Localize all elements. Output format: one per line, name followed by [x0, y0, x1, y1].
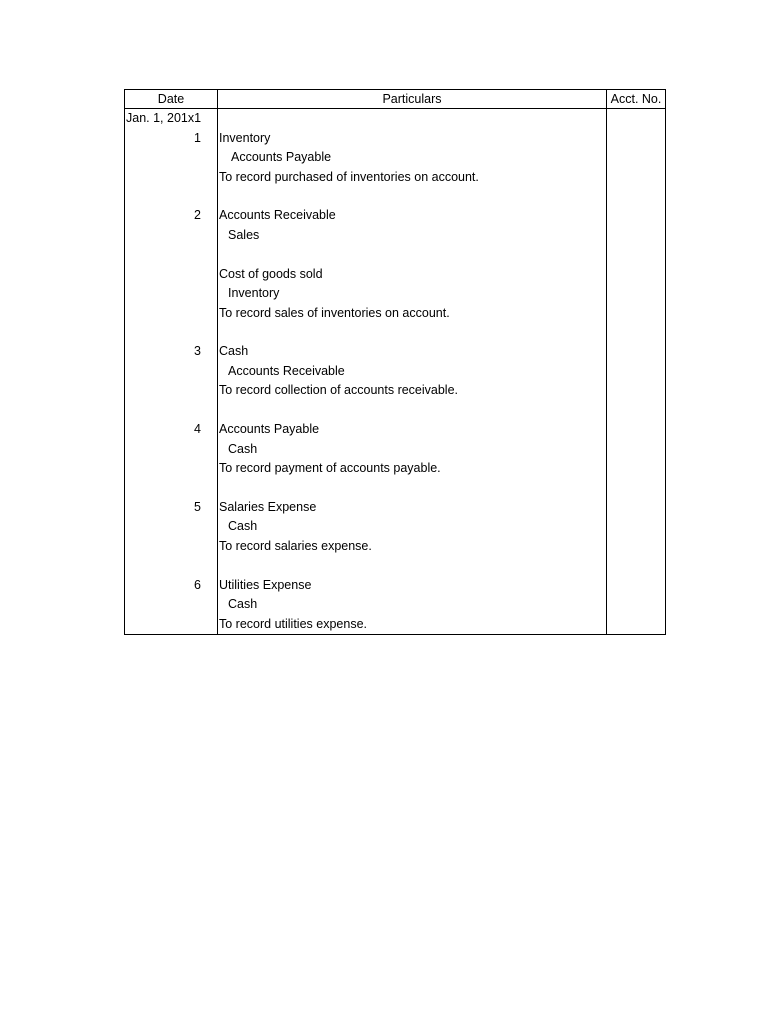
credit-account: Cash: [218, 439, 607, 458]
entry-number: 6: [125, 576, 218, 595]
journal-body: [125, 109, 666, 635]
table-row: [125, 420, 666, 439]
acct-cell: [607, 226, 666, 245]
entry-number: 2: [125, 206, 218, 225]
table-row: [125, 167, 666, 186]
table-row: [125, 206, 666, 225]
acct-cell: [607, 459, 666, 478]
acct-cell: [607, 245, 666, 264]
acct-cell: [607, 342, 666, 361]
date-cell: [125, 401, 218, 420]
credit-account: Accounts Receivable: [218, 362, 607, 381]
date-cell: [125, 459, 218, 478]
particulars-cell: [218, 245, 607, 264]
credit-account: Accounts Payable: [218, 148, 607, 167]
credit-account: Cash: [218, 595, 607, 614]
date-cell: [125, 284, 218, 303]
table-row: [125, 537, 666, 556]
acct-cell: [607, 478, 666, 497]
acct-cell: [607, 595, 666, 614]
table-row: [125, 478, 666, 497]
acct-cell: [607, 265, 666, 284]
credit-account: Sales: [218, 226, 607, 245]
acct-cell: [607, 362, 666, 381]
table-row: [125, 459, 666, 478]
acct-cell: [607, 439, 666, 458]
date-cell: Jan. 1, 201x1: [125, 109, 218, 129]
table-row: [125, 187, 666, 206]
acct-cell: [607, 420, 666, 439]
particulars-cell: [218, 187, 607, 206]
acct-cell: [607, 284, 666, 303]
table-row: [125, 576, 666, 595]
debit-account: Cash: [218, 342, 607, 361]
date-cell: [125, 303, 218, 322]
table-row: [125, 265, 666, 284]
date-cell: [125, 381, 218, 400]
date-cell: [125, 323, 218, 342]
acct-cell: [607, 537, 666, 556]
table-row: [125, 284, 666, 303]
table-row: [125, 401, 666, 420]
acct-cell: [607, 576, 666, 595]
date-cell: [125, 595, 218, 614]
particulars-header: Particulars: [218, 90, 607, 109]
acct-cell: [607, 167, 666, 186]
date-cell: [125, 556, 218, 575]
acct-cell: [607, 128, 666, 147]
credit-account: Inventory: [218, 284, 607, 303]
acct-cell: [607, 498, 666, 517]
entry-number: 4: [125, 420, 218, 439]
particulars-cell: [218, 556, 607, 575]
journal-header: [125, 90, 666, 109]
particulars-cell: [218, 401, 607, 420]
date-cell: [125, 614, 218, 634]
table-row: [125, 342, 666, 361]
acct-no-header: Acct. No.: [607, 90, 666, 109]
acct-cell: [607, 517, 666, 536]
table-row: [125, 362, 666, 381]
journal-table: [124, 89, 666, 635]
acct-cell: [607, 303, 666, 322]
entry-explanation: To record payment of accounts payable.: [218, 459, 607, 478]
table-row: [125, 439, 666, 458]
table-row: [125, 498, 666, 517]
entry-number: 3: [125, 342, 218, 361]
date-cell: [125, 245, 218, 264]
acct-cell: [607, 556, 666, 575]
date-cell: [125, 187, 218, 206]
date-cell: [125, 226, 218, 245]
debit-account: Accounts Payable: [218, 420, 607, 439]
table-row: [125, 245, 666, 264]
acct-cell: [607, 401, 666, 420]
entry-explanation: To record collection of accounts receivable.: [218, 381, 607, 400]
entry-explanation: To record utilities expense.: [218, 614, 607, 634]
entry-explanation: To record sales of inventories on account.: [218, 303, 607, 322]
table-row: [125, 303, 666, 322]
entry-number: 5: [125, 498, 218, 517]
particulars-cell: [218, 323, 607, 342]
table-row: [125, 595, 666, 614]
table-row: [125, 323, 666, 342]
table-row: [125, 128, 666, 147]
table-row: [125, 226, 666, 245]
table-row: [125, 556, 666, 575]
debit-account: Cost of goods sold: [218, 265, 607, 284]
date-cell: [125, 362, 218, 381]
acct-cell: [607, 109, 666, 129]
acct-cell: [607, 381, 666, 400]
table-row: [125, 517, 666, 536]
table-row: [125, 148, 666, 167]
particulars-cell: [218, 109, 607, 129]
debit-account: Salaries Expense: [218, 498, 607, 517]
particulars-cell: [218, 478, 607, 497]
date-cell: [125, 167, 218, 186]
debit-account: Accounts Receivable: [218, 206, 607, 225]
acct-cell: [607, 148, 666, 167]
table-row: [125, 614, 666, 634]
table-row: [125, 109, 666, 129]
date-cell: [125, 265, 218, 284]
table-row: [125, 381, 666, 400]
debit-account: Inventory: [218, 128, 607, 147]
date-header: Date: [125, 90, 218, 109]
date-cell: [125, 537, 218, 556]
acct-cell: [607, 187, 666, 206]
date-cell: [125, 148, 218, 167]
date-cell: [125, 439, 218, 458]
acct-cell: [607, 206, 666, 225]
entry-number: 1: [125, 128, 218, 147]
entry-explanation: To record purchased of inventories on account.: [218, 167, 607, 186]
header-row: [125, 90, 666, 109]
entry-explanation: To record salaries expense.: [218, 537, 607, 556]
date-cell: [125, 478, 218, 497]
debit-account: Utilities Expense: [218, 576, 607, 595]
acct-cell: [607, 323, 666, 342]
date-cell: [125, 517, 218, 536]
credit-account: Cash: [218, 517, 607, 536]
acct-cell: [607, 614, 666, 634]
